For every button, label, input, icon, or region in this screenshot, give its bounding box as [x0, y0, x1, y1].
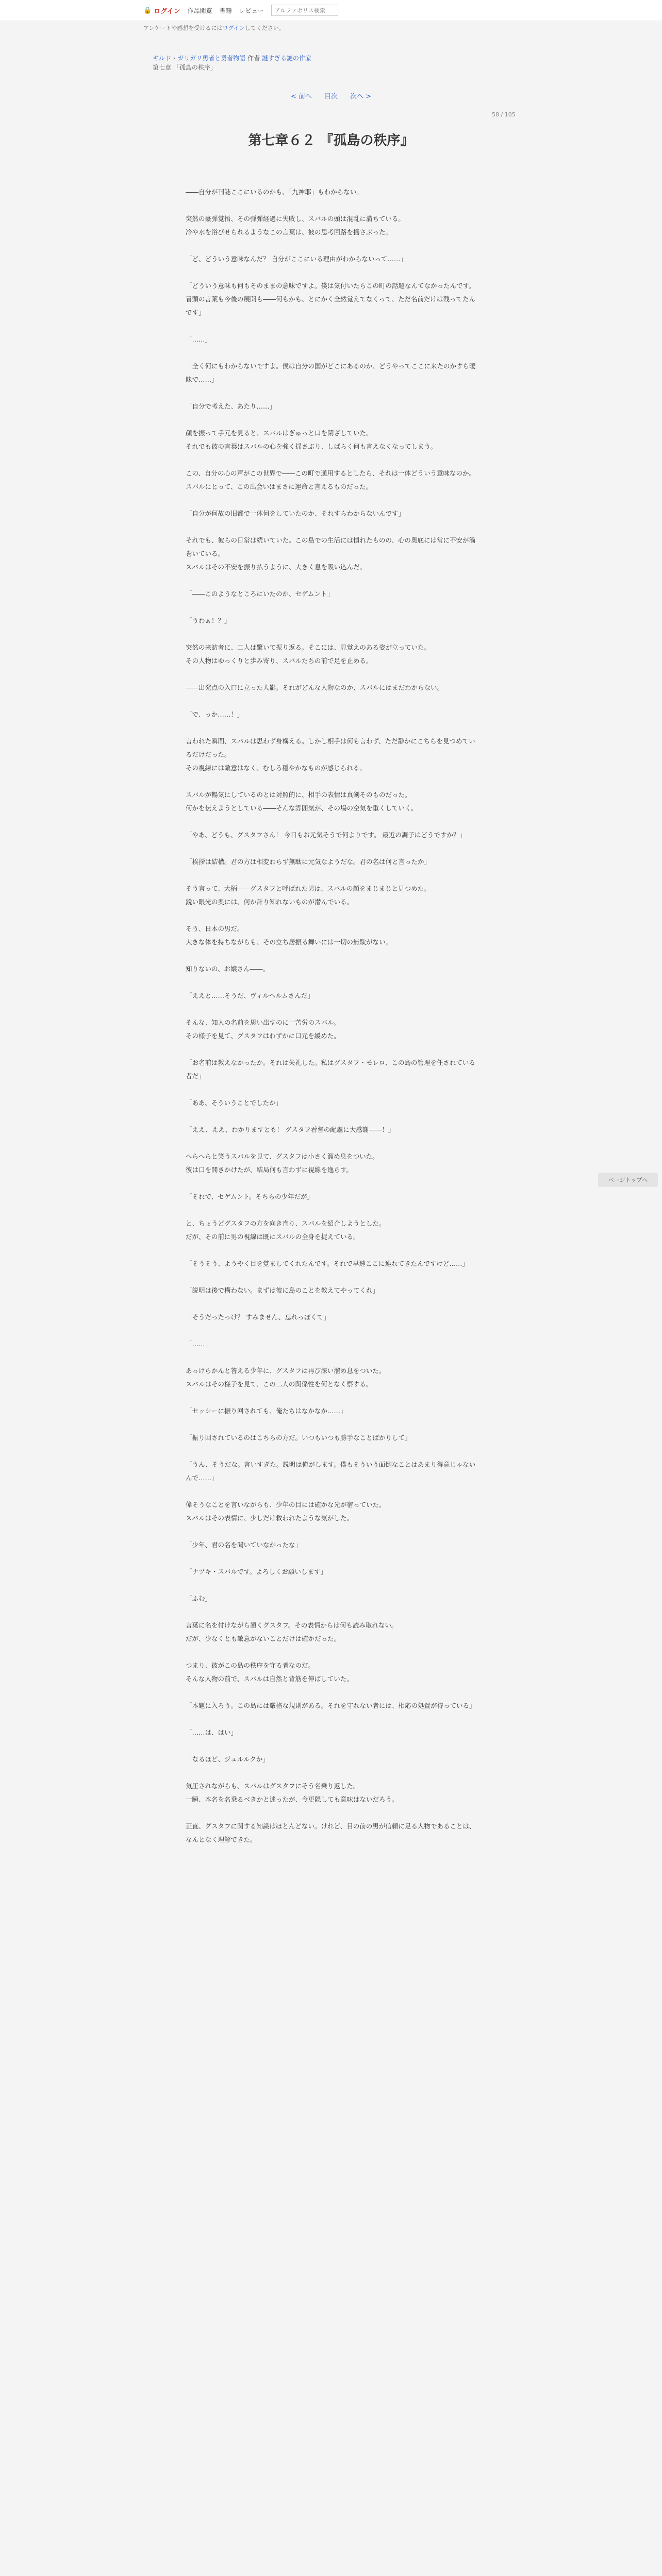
novel-paragraph: 正直、グスタフに関する知識はほとんどない。けれど、目の前の男が信頼に足る人物であることは、なんとなく理解できた。	[186, 1822, 476, 1843]
novel-paragraph: 偉そうなことを言いながらも、少年の目には確かな光が宿っていた。 スバルはその表情に、少しだけ救われたような気がした。	[186, 1501, 386, 1522]
nav-item-books[interactable]: 書籍	[219, 7, 232, 14]
novel-paragraph: あっけらかんと答える少年に、グスタフは再び深い溜め息をついた。 スバルはその様子を見て、この二人の関係性を何となく察する。	[186, 1367, 386, 1388]
novel-paragraph: 「うわぁ！？」	[186, 617, 231, 624]
search-input[interactable]	[271, 5, 338, 16]
next-chapter-link[interactable]: 次へ >	[350, 93, 372, 100]
novel-paragraph: そんな、知人の名前を思い出すのに一苦労のスバル。 その様子を見て、グスタフはわずかに口元を緩めた。	[186, 1019, 340, 1040]
novel-paragraph: 突然の豪弾覚悟、その弾弾経過に失敗し、スバルの頭は混乱に満ちている。 冷や水を浴びせられるようなこの言葉は、彼の思考回路を揺さぶった。	[186, 215, 405, 236]
novel-paragraph: 「……は、はい」	[186, 1728, 238, 1736]
breadcrumb-work-title[interactable]: ガリガリ勇者と勇者物語	[177, 55, 246, 62]
novel-paragraph: 「ええ、ええ、わかりますとも！ グスタフ看督の配慮に大感謝――！」	[186, 1126, 395, 1133]
novel-paragraph: 知りないの、お嬢さん――。	[186, 965, 270, 973]
novel-paragraph: 「説明は後で構わない。まずは彼に島のことを教えてやってくれ」	[186, 1286, 379, 1294]
novel-paragraph: 「そうだったっけ？ すみません、忘れっぽくて」	[186, 1313, 330, 1321]
page-counter: 58 / 105	[492, 111, 516, 118]
novel-paragraph: 「……」	[186, 335, 212, 343]
novel-paragraph: 「で、っか……！」	[186, 710, 244, 718]
novel-paragraph: 「――このようなところにいたのか、セゲムント」	[186, 590, 334, 598]
novel-paragraph: 言葉に名を付けながら頷くグスタフ。その表情からは何も読み取れない。 だが、少なくとも敵意がないことだけは確かだった。	[186, 1621, 398, 1642]
login-notice	[143, 24, 285, 32]
top-bar	[0, 0, 662, 21]
novel-paragraph: 「ええと……そうだ、ヴィルヘルムさんだ」	[186, 992, 314, 999]
novel-paragraph: つまり、彼がこの島の秩序を守る者なのだ。 そんな人物の前で、スバルは自然と背筋を伸ばしていた。	[186, 1662, 353, 1683]
login-label: ログイン	[154, 7, 180, 15]
login-notice-suffix: してください。	[244, 25, 285, 31]
novel-paragraph: そう、日本の男だ。 大きな体を持ちながらも、その立ち居振る舞いには一切の無駄がない。	[186, 925, 392, 946]
novel-paragraph: 「振り回されているのはこちらの方だ。いつもいつも勝手なことばかりして」	[186, 1434, 411, 1442]
novel-paragraph: 「ああ、そういうことでしたか」	[186, 1099, 283, 1107]
novel-paragraph: それでも、彼らの日常は続いていた。この島での生活には慣れたものの、心の奥底には常に不安が渦巻いている。 スバルはその不安を振り払うように、大きく息を吸い込んだ。	[186, 536, 476, 571]
lock-icon: 🔒	[143, 6, 152, 14]
novel-paragraph: スバルが暢気にしているのとは対照的に、相手の表情は真剣そのものだった。 何かを伝えようとしている――そんな雰囲気が、その場の空気を重くしていく。	[186, 791, 418, 812]
novel-paragraph: 「それで、セゲムント。そちらの少年だが」	[186, 1193, 314, 1200]
novel-paragraph: この、自分の心の声がこの世界で――この町で通用するとしたら、それは一体どういう意味なのか。 スバルにとって、この出会いはまさに運命と言えるものだった。	[186, 469, 476, 490]
login-notice-bar	[0, 21, 662, 33]
breadcrumb-chapter: 第七章 「孤島の秩序」	[153, 64, 217, 71]
novel-paragraph: 「やあ、どうも、グスタフさん！ 今日もお元気そうで何よりです。 最近の調子はどうですか？」	[186, 831, 466, 839]
novel-paragraph: 「ナツキ・スバルです。よろしくお願いします」	[186, 1568, 327, 1575]
breadcrumb-author[interactable]: 謎すぎる謎の作家	[261, 55, 311, 62]
novel-paragraph: 突然の来訪者に、二人は驚いて振り返る。そこには、見覚えのある姿が立っていた。 その人物はゆっくりと歩み寄り、スバルたちの前で足を止める。	[186, 643, 431, 665]
novel-paragraph: 「自分が何故の旧都で一体何をしていたのか、それすらわからないんです」	[186, 510, 405, 517]
page-top-button[interactable]: ページトップへ	[598, 1173, 658, 1187]
novel-paragraph: 「少年、君の名を聞いていなかったな」	[186, 1541, 302, 1549]
top-bar-inner	[143, 0, 520, 21]
nav-item-reviews[interactable]: レビュー	[239, 7, 264, 14]
novel-paragraph: 「本題に入ろう。この島には厳格な規則がある。それを守れない者には、相応の処置が待っている」	[186, 1702, 476, 1709]
breadcrumb	[153, 54, 311, 72]
novel-paragraph: 「ど、どういう意味なんだ？ 自分がここにいる理由がわからないって……」	[186, 255, 407, 263]
chapter-title: 第七章６２ 『孤島の秩序』	[248, 133, 414, 148]
prev-chapter-link[interactable]: < 前へ	[290, 93, 312, 100]
novel-paragraph: 「全く何にもわからないですよ。僕は自分の国がどこにあるのか、どうやってここに来たのかすら曖昧で……」	[186, 362, 476, 383]
novel-paragraph: へらへらと笑うスバルを見て、グスタフは小さく溜め息をついた。 彼は口を開きかけたが、結局何も言わずに視線を逸らす。	[186, 1153, 379, 1174]
login-button[interactable]	[143, 6, 180, 15]
novel-paragraph: 「自分で考えた、あたり……」	[186, 402, 276, 410]
chapter-navigation	[0, 91, 662, 100]
breadcrumb-author-label: 作者	[247, 55, 260, 62]
nav-item-works[interactable]: 作品閲覧	[187, 7, 212, 14]
novel-paragraph: 「ふむ」	[186, 1595, 212, 1602]
login-notice-link[interactable]: ログイン	[222, 25, 245, 31]
login-notice-prefix: アンケートや感想を受けるには	[143, 25, 223, 31]
novel-paragraph: 「……」	[186, 1340, 212, 1348]
novel-paragraph: 「なるほど、ジュルルクか」	[186, 1755, 269, 1763]
novel-paragraph: 気圧されながらも、スバルはグスタフにそう名乗り返した。 一瞬、本名を名乗るべきかと迷ったが、今更隠しても意味はないだろう。	[186, 1782, 399, 1803]
novel-paragraph: 「うん、そうだな。言いすぎた。説明は俺がします。僕もそういう面倒なことはあまり得意じゃないんで……」	[186, 1461, 476, 1482]
novel-paragraph: 「そうそう、ようやく目を覚ましてくれたんです。それで早速ここに連れてきたんですけど……」	[186, 1260, 469, 1267]
novel-paragraph: 顔を振って手元を見ると、スバルはぎゅっと口を閉ざしていた。 それでも彼の言葉はスバルの心を強く揺さぶり、しばらく何も言えなくなってしまう。	[186, 429, 437, 450]
novel-paragraph: 言われた瞬間、スバルは思わず身構える。しかし相手は何も言わず、ただ静かにこちらを見つめているだけだった。 その視線には敵意はなく、むしろ穏やかなものが感じられる。	[186, 737, 475, 772]
novel-paragraph: 「どういう意味も何もそのままの意味ですよ。僕は気付いたらこの町の話題なんてなかったんです。冒頭の言葉も今後の展開も――何もかも、とにかく全然覚えてなくって、ただ名前だけは残ってたんです」	[186, 282, 476, 316]
novel-body	[186, 185, 477, 1860]
novel-paragraph: ――出発点の入口に立った人影。それがどんな人物なのか、スバルにはまだわからない。	[186, 684, 444, 691]
novel-paragraph: 「挨拶は結構。君の方は相変わらず無駄に元気なようだな。君の名は何と言ったか」	[186, 858, 431, 866]
breadcrumb-line-1: ギルド › ガリガリ勇者と勇者物語 作者 謎すぎる謎の作家	[153, 55, 311, 62]
novel-paragraph: 「お名前は教えなかったか。それは失礼した。私はグスタフ・モレロ、この島の管理を任されている者だ」	[186, 1059, 475, 1080]
novel-paragraph: 「セッシーに振り回されても、俺たちはなかなか……」	[186, 1407, 347, 1415]
novel-paragraph: と、ちょうどグスタフの方を向き直り、スバルを紹介しようとした。 だが、その前に男の視線は既にスバルの全身を捉えている。	[186, 1219, 386, 1241]
novel-paragraph: ――自分が刊誌ここにいるのかも、「九神耶」もわからない。	[186, 188, 363, 196]
toc-link[interactable]: 目次	[324, 93, 338, 100]
breadcrumb-category[interactable]: ギルド	[153, 55, 171, 62]
novel-paragraph: そう言って、大柄――グスタフと呼ばれた男は、スバルの顔をまじまじと見つめた。 鋭い眼光の奥には、何か計り知れないものが潜んでいる。	[186, 885, 431, 906]
